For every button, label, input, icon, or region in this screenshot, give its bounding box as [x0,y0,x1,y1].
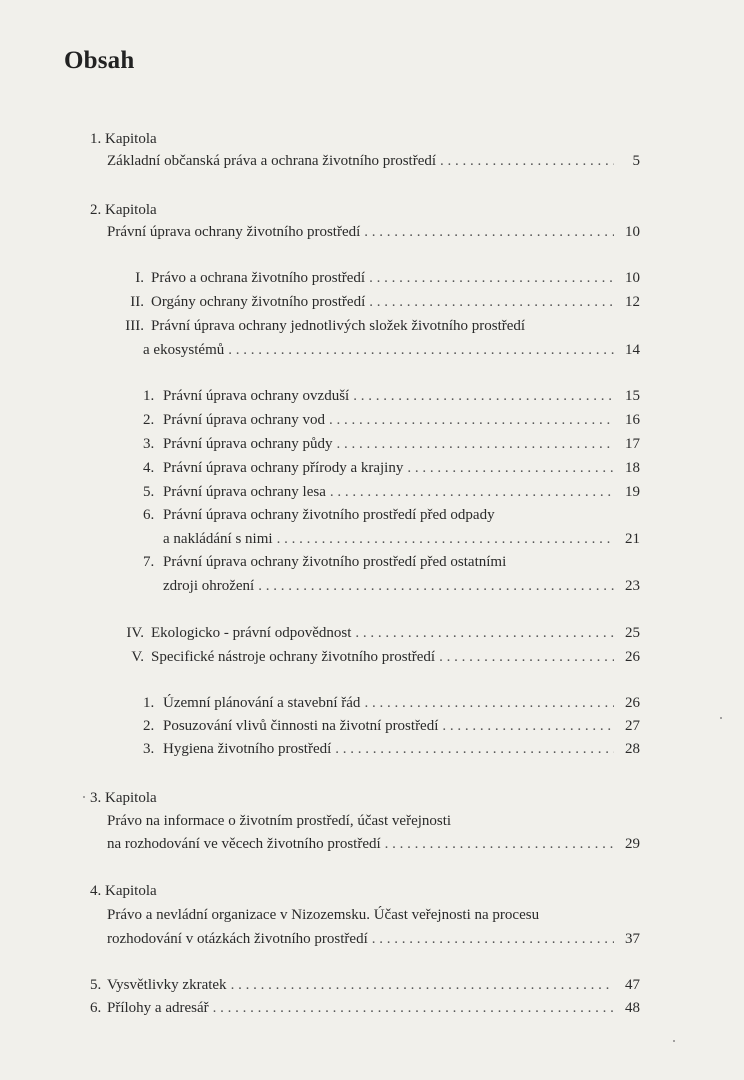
chapter-4-heading: 4. Kapitola [90,883,157,899]
dot-leader [335,740,614,759]
entry-number: 6. [143,507,155,523]
entry-text: Vysvětlivky zkratek [107,977,227,993]
scan-speck [720,717,722,719]
chapter-3-title: Právo na informace o životním prostředí, účast veřejnosti [107,813,452,829]
scan-speck [673,1040,675,1042]
dot-leader [353,387,614,406]
chapter-1-heading: 1. Kapitola [90,131,157,147]
page-number: 25 [625,625,640,641]
toc-entry-ch2 [107,223,640,242]
page-number: 17 [625,436,640,452]
toc-entry-ch3 [107,835,640,854]
entry-number: 3. [143,436,155,452]
dot-leader [277,530,614,549]
entry-number: 4. [143,460,155,476]
page-number: 47 [625,977,640,993]
dot-leader [330,483,614,502]
page-number: 15 [625,388,640,404]
entry-number: V. [131,649,144,665]
page-number: 10 [625,270,640,286]
entry-text: Právo a ochrana životního prostředí [151,270,366,286]
toc-subentry-2 [143,411,640,430]
entry-number: 7. [143,554,155,570]
entry-text: Územní plánování a stavební řád [163,695,361,711]
entry-text: Hygiena životního prostředí [163,741,332,757]
entry-number: 2. [143,412,155,428]
page-number: 10 [625,224,640,240]
page-number: 14 [625,342,640,358]
entry-text-continued: a nakládání s nimi [163,531,273,547]
dot-leader [385,835,614,854]
toc-entry-roman-5 [112,648,640,667]
entry-text: Specifické nástroje ochrany životního prostředí [151,649,436,665]
entry-text-continued: rozhodování v otázkách životního prostředí [107,931,368,947]
entry-text: Právní úprava ochrany životního prostředí před odpady [163,507,495,523]
entry-number: 5. [90,977,102,993]
entry-text: Právní úprava ochrany vod [163,412,326,428]
entry-number: 2. [143,718,155,734]
chapter-2-heading: 2. Kapitola [90,202,157,218]
entry-text-continued: zdroji ohrožení [163,578,255,594]
toc-entry-appendices [90,999,640,1018]
toc-subentry-v2 [143,717,640,736]
dot-leader [369,293,614,312]
toc-entry-ch1 [107,152,640,171]
chapter-4-title: Právo a nevládní organizace v Nizozemsku. Účast veřejnosti na procesu [107,907,540,923]
dot-leader [329,411,614,430]
entry-number: 6. [90,1000,102,1016]
entry-number: 1. [143,695,155,711]
entry-number: II. [130,294,144,310]
page-number: 27 [625,718,640,734]
page-number: 26 [625,649,640,665]
page-number: 28 [625,741,640,757]
entry-text: Základní občanská práva a ochrana životního prostředí [107,153,437,169]
toc-entry-ch4 [107,930,640,949]
toc-entry-abbreviations [90,976,640,995]
toc-subentry-7-cont [163,577,640,596]
entry-text: Právní úprava ochrany životního prostředí [107,224,361,240]
entry-text: Orgány ochrany životního prostředí [151,294,366,310]
page-number: 16 [625,412,640,428]
dot-leader [231,976,614,995]
scan-speck [83,796,85,798]
chapter-3-heading: 3. Kapitola [90,790,157,806]
page-title: Obsah [64,47,135,74]
dot-leader [364,694,614,713]
entry-text: Posuzování vlivů činnosti na životní prostředí [163,718,439,734]
page-number: 29 [625,836,640,852]
entry-number: 1. [143,388,155,404]
dot-leader [442,717,614,736]
dot-leader [407,459,614,478]
page-number: 12 [625,294,640,310]
dot-leader [337,435,614,454]
toc-subentry-1 [143,387,640,406]
toc-subentry-6-cont [163,530,640,549]
page-number: 5 [632,153,640,169]
entry-number: 5. [143,484,155,500]
toc-entry-roman-2 [112,293,640,312]
entry-text-continued: na rozhodování ve věcech životního prostředí [107,836,381,852]
dot-leader [364,223,614,242]
entry-text: Právní úprava ochrany ovzduší [163,388,350,404]
page-number: 37 [625,931,640,947]
toc-subentry-v3 [143,740,640,759]
entry-text: Právní úprava ochrany jednotlivých složek životního prostředí [151,318,526,334]
entry-number: III. [125,318,144,334]
entry-number: IV. [126,625,144,641]
dot-leader [439,648,614,667]
dot-leader [369,269,614,288]
page-number: 23 [625,578,640,594]
page-number: 48 [625,1000,640,1016]
toc-entry-roman-3 [112,317,525,336]
dot-leader [228,341,614,360]
entry-number: 3. [143,741,155,757]
toc-subentry-6 [143,506,495,525]
toc-entry-roman-3-cont [143,341,640,360]
toc-subentry-7 [143,553,506,572]
dot-leader [440,152,614,171]
toc-subentry-5 [143,483,640,502]
entry-text: Právní úprava ochrany lesa [163,484,326,500]
toc-subentry-3 [143,435,640,454]
dot-leader [258,577,614,596]
toc-entry-roman-4 [112,624,640,643]
entry-text: Právní úprava ochrany životního prostředí před ostatními [163,554,507,570]
page-number: 21 [625,531,640,547]
toc-entry-roman-1 [112,269,640,288]
page-number: 19 [625,484,640,500]
toc-subentry-4 [143,459,640,478]
entry-text: Právní úprava ochrany přírody a krajiny [163,460,404,476]
dot-leader [372,930,614,949]
dot-leader [213,999,614,1018]
page-number: 26 [625,695,640,711]
entry-text-continued: a ekosystémů [143,342,225,358]
entry-number: I. [135,270,144,286]
page-number: 18 [625,460,640,476]
entry-text: Ekologicko - právní odpovědnost [151,625,352,641]
dot-leader [355,624,614,643]
toc-subentry-v1 [143,694,640,713]
entry-text: Přílohy a adresář [107,1000,209,1016]
entry-text: Právní úprava ochrany půdy [163,436,333,452]
